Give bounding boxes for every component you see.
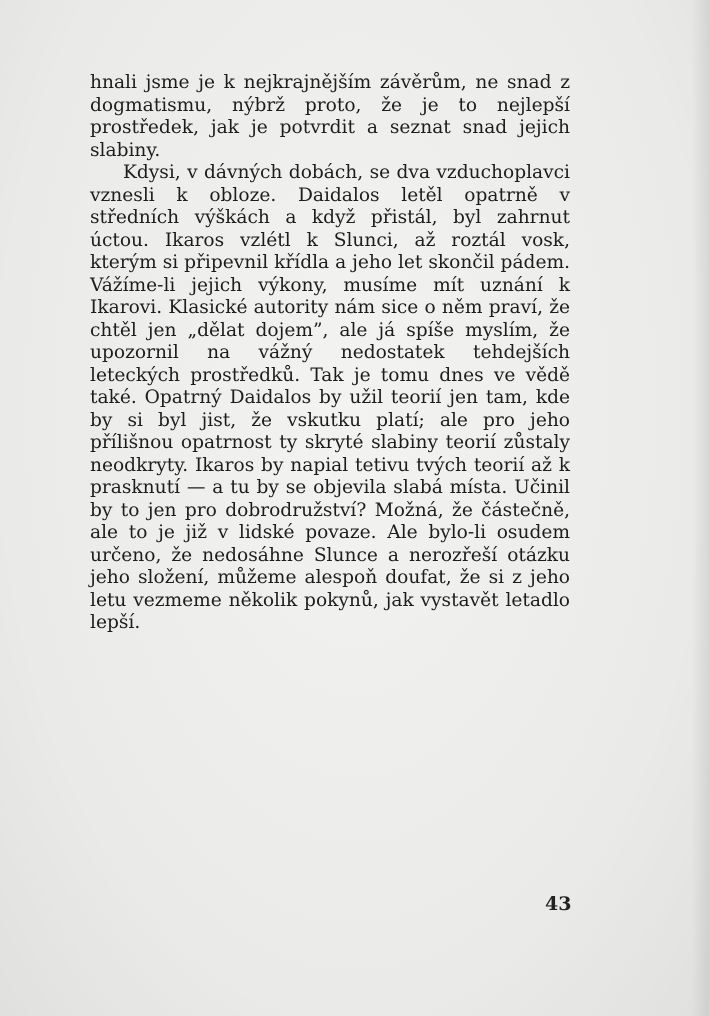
page-edge-shadow	[691, 0, 709, 1016]
paragraph-daidalos-ikaros: Kdysi, v dávných dobách, se dva vzduchoplavci vznesli k obloze. Daidalos letěl opatrně v středních výškách a když přistál, byl zahrnut úctou. Ikaros vzlétl k Slunci, až roztál vosk, kterým si připevnil křídla a jeho let skončil pádem. Vážíme-li jejich výkony, musíme mít uznání k Ikarovi. Klasické autority nám sice o něm praví, že chtěl jen „dělat dojem”, ale já spíše myslím, že upozornil na vážný nedostatek tehdejších leteckých prostředků. Tak je tomu dnes ve vědě také. Opatrný Daidalos by užil teorií jen tam, kde by si byl jist, že vskutku platí; ale pro jeho přílišnou opatrnost ty skryté slabiny teorií zůstaly neodkryty. Ikaros by napial tetivu tvých teorií až k prasknutí — a tu by se objevila slabá místa. Učinil by to jen pro dobrodružství? Možná, že částečně, ale to je již v lidské povaze. Ale bylo-li osudem určeno, že nedosáhne Slunce a nerozřeší otázku jeho složení, můžeme alespoň doufat, že si z jeho letu vezmeme několik pokynů, jak vystavět letadlo lepší.	[90, 162, 570, 633]
paragraph-continuation: hnali jsme je k nejkrajnějším závěrům, ne snad z dogmatismu, nýbrž proto, že je to nejlepší prostředek, jak je potvrdit a seznat snad jejich slabiny.	[90, 72, 570, 161]
body-text	[90, 72, 570, 635]
page-number: 43	[545, 893, 572, 915]
